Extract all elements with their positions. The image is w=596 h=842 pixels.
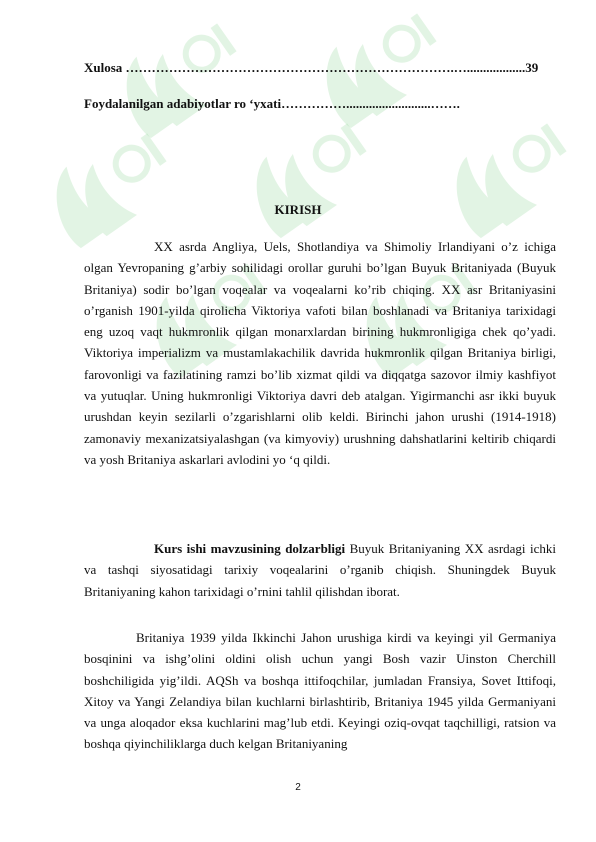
paragraph-ww2-text: Britaniya 1939 yilda Ikkinchi Jahon urushiga kirdi va keyingi yil Germaniya bosqinini va ishg’olini oldini olish uchun yangi Bosh vazir Uinston Cherchill boshchiligida yig’ildi. AQSh va boshqa ittifoqchilar, jumladan Fransiya, Sovet Ittifoqi, Xitoy va Yangi Zelandiya bilan kuchlarni birlashtirib, Britaniya 1945 yilda Germaniyani va unga aloqador eksa kuchlarini mag’lub etdi. Keyingi oziq-ovqat taqchilligi, ratsion va boshqa qiyinchiliklarga duch kelgan Britaniyaning: [84, 630, 556, 752]
watermark-logo: [83, 0, 277, 166]
toc-entry-adabiyotlar: Foydalanilgan adabiyotlar ro ‘yxati……………..........................…….: [84, 96, 460, 111]
page-number: 2: [295, 782, 301, 793]
watermark-logo: [283, 0, 477, 156]
relevance-text: Buyuk Britaniyaning XX asrdagi ichki va tashqi siyosatidagi tarixiy voqealarini o’rganib chiqish. Shuningdek Buyuk Britaniyaning kahon tarixidagi o’rnini tahlil qilishdan iborat.: [84, 541, 557, 599]
relevance-label: Kurs ishi mavzusining dolzarbligi: [154, 541, 346, 556]
section-heading: KIRISH: [274, 202, 322, 217]
toc-entry-xulosa: Xulosa ………………………………………………………………….…..................39: [84, 60, 539, 75]
paragraph-intro: [84, 236, 556, 470]
paragraph-ww2: [84, 627, 556, 755]
paragraph-intro-text: XX asrda Angliya, Uels, Shotlandiya va Shimoliy Irlandiyani o’z ichiga olgan Yevropaning g’arbiy sohilidagi orollar guruhi bo’lgan Buyuk Britaniyada (Buyuk Britaniya) sodir bo’lgan voqealar va voqealarni ko’rib chiqing. XX asr Britaniyasini o’rganish 1901-yilda qirolicha Viktoriya vafoti bilan boshlanadi va Britaniya tarixidagi eng uzoq vaqt hukmronlik qilgan monarxlardan birining hukmronligiga chek qo’yadi. Viktoriya imperializm va mustamlakachilik davrida hukmronlik qilgan Britaniya birligi, farovonligi va fazilatining ramzi bo’lib xizmat qildi va diqqatga sazovor ilmiy kashfiyot va yutuqlar. Uning hukmronligi Viktoriya davri deb atalgan. Yigirmanchi asr ikki buyuk urushdan keyin sezilarli o’zgarishlarni olib keldi. Birinchi jahon urushi (1914-1918) zamonaviy mexanizatsiyalashgan (va kimyoviy) urushning dahshatlarini keltirib chiqardi va yosh Britaniya askarlari avlodini yo ‘q qildi.: [84, 239, 556, 467]
paragraph-relevance: [84, 538, 556, 602]
